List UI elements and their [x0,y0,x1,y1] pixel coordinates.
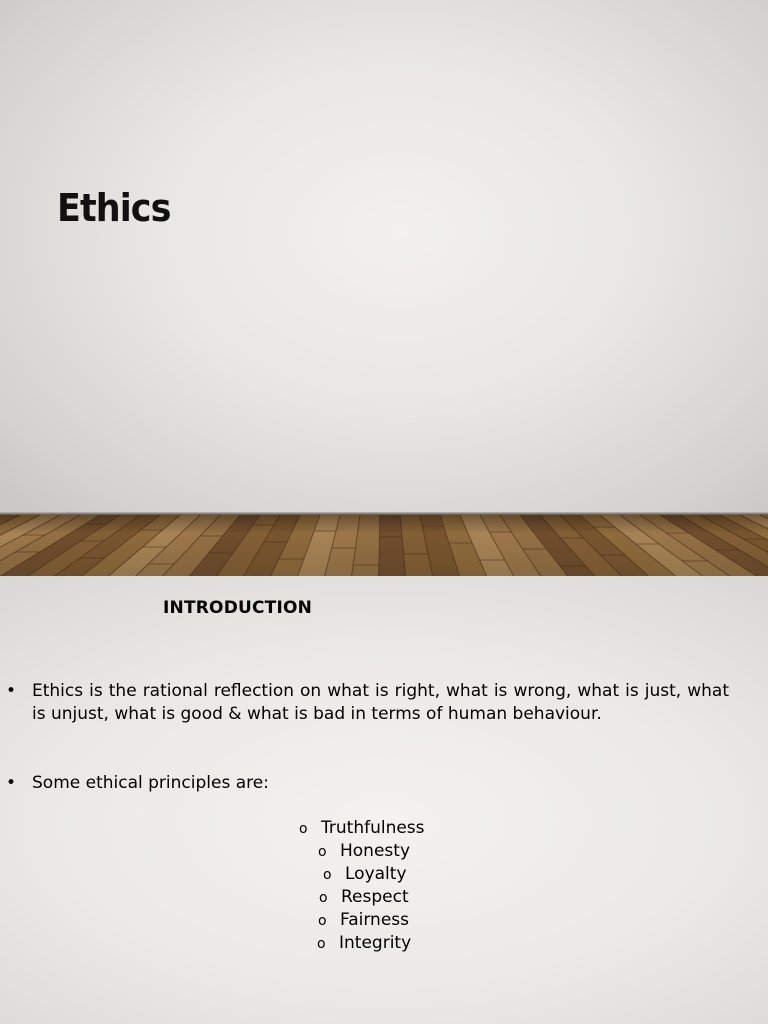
circle-bullet-icon: o [319,890,328,906]
list-item [318,840,410,864]
circle-bullet-icon: o [299,821,308,837]
wooden-floor-image [0,515,768,576]
bullet-text: Some ethical principles are: [32,773,269,793]
principle-text: Respect [341,887,409,907]
circle-bullet-icon: o [318,844,327,860]
principle-text: Fairness [340,910,409,930]
principle-text: Truthfulness [321,818,425,838]
list-item [299,817,425,841]
list-item [323,863,407,887]
circle-bullet-icon: o [318,913,327,929]
principle-text: Honesty [340,841,411,861]
circle-bullet-icon: o [317,936,326,952]
bullet-icon: • [6,681,17,701]
list-item [317,932,411,956]
list-item [319,886,409,910]
principle-text: Loyalty [345,864,407,884]
slide-introduction [0,576,768,1024]
circle-bullet-icon: o [323,867,332,883]
bullet-text: Ethics is the rational reflection on what is right, what is wrong, what is just, what is unjust, what is good & what is bad in terms of human behaviour. [32,681,729,724]
bullet-icon: • [6,773,17,793]
slide-heading: INTRODUCTION [163,598,313,618]
slide-title-text: Ethics [57,186,171,230]
list-item [318,909,409,933]
principle-text: Integrity [339,933,412,953]
